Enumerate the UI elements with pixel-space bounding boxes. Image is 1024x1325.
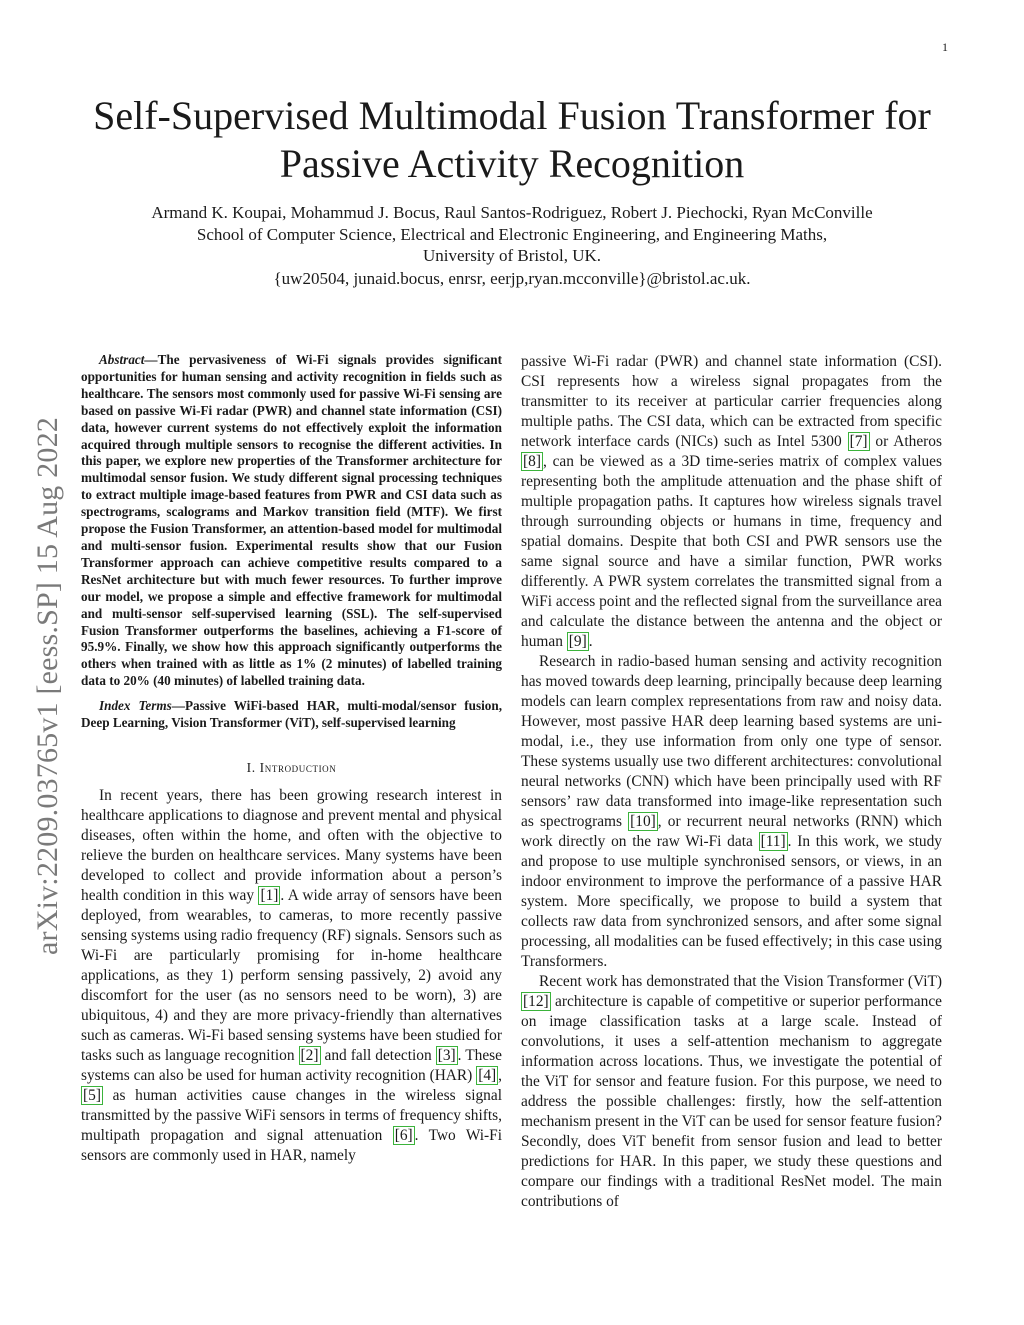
author-list: Armand K. Koupai, Mohammud J. Bocus, Raul Santos-Rodriguez, Robert J. Piechocki, Ryan McConville xyxy=(151,203,873,222)
text-run: Research in radio-based human sensing and activity recognition has moved towards deep learning, principally because deep learning models can learn complex representations from raw and noisy data. However, most passive HAR deep learning based systems are uni-modal, i.e., they use information from only one type of sensor. These systems usually use two different architectures: convolutional neural networks (CNN) which have been principally used with RF sensors’ raw data transformed into image-like representation such as spectrograms xyxy=(521,653,942,830)
abstract xyxy=(81,352,502,690)
arxiv-identifier-text: arXiv:2209.03765v1 [eess.SP] 15 Aug 2022 xyxy=(31,417,64,955)
right-column xyxy=(521,352,942,1212)
section-heading-introduction xyxy=(81,758,502,778)
text-run: . In this work, we study and propose to use multiple synchronised sensors, or views, in an indoor environment to improve the performance of a passive HAR system. More specifically, we propose to build a system that collects raw data from synchronized sensors, and after some signal processing, all modalities can be fused effectively; in this case using Transformers. xyxy=(521,833,942,970)
author-emails: {uw20504, junaid.bocus, enrsr, eerjp,ryan.mcconville}@bristol.ac.uk. xyxy=(273,269,751,288)
text-run: . Two Wi-Fi sensors are commonly used in HAR, namely xyxy=(81,1126,502,1164)
index-terms xyxy=(81,698,502,732)
arxiv-identifier xyxy=(30,345,66,955)
abstract-lead: Abstract— xyxy=(99,352,158,367)
body-paragraph xyxy=(521,652,942,972)
title-block xyxy=(60,92,964,290)
affiliation-line-2: University of Bristol, UK. xyxy=(422,246,602,265)
citation-link[interactable]: [10] xyxy=(630,813,656,830)
text-run: . These systems can also be used for human activity recognition (HAR) xyxy=(81,1046,502,1084)
text-run: , xyxy=(498,1066,502,1084)
citation-link[interactable]: [9] xyxy=(568,633,587,650)
section-numeral: I. xyxy=(246,759,260,775)
abstract-text: The pervasiveness of Wi-Fi signals provides significant opportunities for human sensing and activity recognition in fields such as healthcare. The sensors most commonly used for passive Wi-Fi sensing are based on passive Wi-Fi radar (PWR) and channel state information (CSI) data, however current systems do not effectively exploit the information acquired through multiple sensors to recognise the different activities. In this paper, we explore new properties of the Transformer architecture for multimodal sensor fusion. We study different signal processing techniques to extract multiple image-based features from PWR and CSI data such as spectrograms, scalograms and Markov transition field (MTF). We first propose the Fusion Transformer, an attention-based model for multimodal and multi-sensor fusion. Experimental results show that our Fusion Transformer approach can achieve competitive results compared to a ResNet architecture but with much fewer resources. To further improve our model, we propose a simple and effective framework for multimodal and multi-sensor self-supervised learning (SSL). The self-supervised Fusion Transformer outperforms the baselines, achieving a F1-score of 95.9%. Finally, we show how this approach significantly outperforms the others when trained with as little as 1% (2 minutes) of labelled training data to 20% (40 minutes) of labelled training data. xyxy=(81,352,502,689)
left-column xyxy=(81,352,502,1166)
body-paragraph xyxy=(521,352,942,652)
citation-link[interactable]: [1] xyxy=(260,886,279,904)
text-run: as human activities cause changes in the wireless signal transmitted by the passive WiFi sensors in terms of frequency shifts, multipath propagation and signal attenuation xyxy=(81,1086,502,1144)
text-run: passive Wi-Fi radar (PWR) and channel state information (CSI). CSI represents how a wireless signal propagates from the transmitter to its receiver at particular carrier frequencies along multiple paths. The CSI data, which can be extracted from specific network interface cards (NICs) such as Intel 5300 xyxy=(521,353,942,450)
citation-link[interactable]: [4] xyxy=(478,1066,497,1084)
affiliation xyxy=(60,224,964,266)
text-run: , can be viewed as a 3D time-series matrix of complex values representing both the amplitude attenuation and the phase shift of multiple propagation paths. It captures how wireless signals travel through surrounding objects or humans in time, frequency and spatial domains. Despite that both CSI and PWR sensors use the same signal source and have a similar function, PWR works differently. A PWR system correlates the transmitted signal from a WiFi access point and the reflected signal from the surveillance area and calculate the distance between the antenna and the object or human xyxy=(521,453,942,650)
section-title: Introduction xyxy=(259,759,337,775)
text-run: , or recurrent neural networks (RNN) which work directly on the raw Wi-Fi data xyxy=(521,813,942,850)
body-paragraph xyxy=(521,972,942,1212)
index-terms-text: —Passive WiFi-based HAR, multi-modal/sensor fusion, Deep Learning, Vision Transformer (ViT), self-supervised learning xyxy=(81,698,503,731)
citation-link[interactable]: [5] xyxy=(83,1086,101,1104)
citation-link[interactable]: [8] xyxy=(523,453,541,470)
text-run: Recent work has demonstrated that the Vision Transformer (ViT) xyxy=(539,973,942,990)
citation-link[interactable]: [3] xyxy=(437,1046,456,1064)
text-run: . xyxy=(588,633,593,650)
text-run: and fall detection xyxy=(320,1046,436,1064)
citation-link[interactable]: [12] xyxy=(523,993,549,1010)
intro-paragraph xyxy=(81,786,502,1166)
citation-link[interactable]: [6] xyxy=(394,1126,413,1144)
page-number: 1 xyxy=(942,40,948,54)
citation-link[interactable]: [2] xyxy=(300,1046,319,1064)
text-run: or Atheros xyxy=(869,433,942,450)
text-run: architecture is capable of competitive or superior performance on image classification tasks at a large scale. Instead of convolutions, it uses a self-attention mechanism to aggregate information across locations. Thus, we investigate the potential of the ViT for sensor and feature fusion. For this purpose, we need to address the possible challenges: firstly, how the self-attention mechanism present in the ViT can be used for sensor feature fusion? Secondly, does ViT benefit from sensor fusion and lead to better predictions for HAR. In this paper, we study these questions and compare our findings with a traditional ResNet model. The main contributions of xyxy=(521,993,942,1210)
citation-link[interactable]: [11] xyxy=(760,833,786,850)
citation-link[interactable]: [7] xyxy=(849,433,868,450)
text-run: . A wide array of sensors have been deployed, from wearables, to cameras, to more recently passive sensing systems using radio frequency (RF) signals. Sensors such as Wi-Fi are particularly promising for in-home healthcare applications, as they 1) perform sensing passively, 2) avoid any discomfort for the user (as no sensors need to be worn), 3) are ubiquitous, 4) and they are more privacy-friendly than alternatives such as cameras. Wi-Fi based sensing systems have been studied for tasks such as language recognition xyxy=(81,886,502,1064)
title-line-1: Self-Supervised Multimodal Fusion Transformer for xyxy=(93,93,931,138)
index-terms-lead: Index Terms xyxy=(99,698,172,714)
text-run: In recent years, there has been growing research interest in healthcare applications to diagnose and prevent mental and physical diseases, often within the home, and often with the objective to relieve the burden on healthcare services. Many systems have been developed to collect and provide information about a person’s health condition in this way xyxy=(81,786,502,904)
affiliation-line-1: School of Computer Science, Electrical and Electronic Engineering, and Engineering Maths, xyxy=(196,225,828,244)
title-line-2: Passive Activity Recognition xyxy=(279,141,745,186)
paper-title xyxy=(60,92,964,188)
